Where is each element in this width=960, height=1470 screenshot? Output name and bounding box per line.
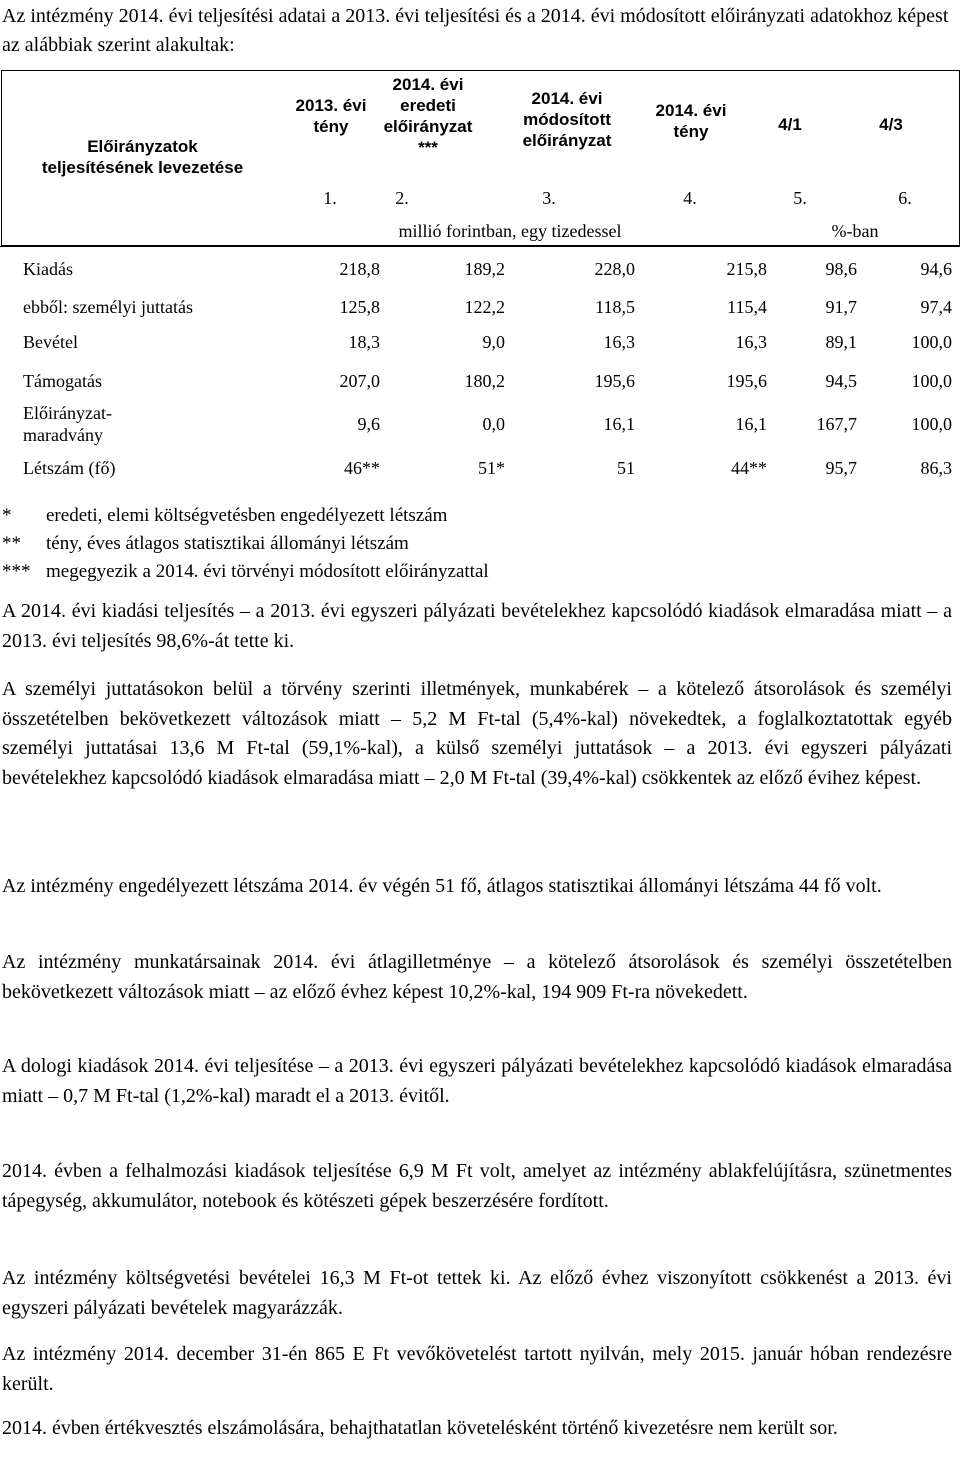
row-label: Bevétel [23, 332, 78, 352]
cell: 18,3 [348, 332, 380, 352]
footnotes [2, 502, 489, 586]
paragraph: Az intézmény engedélyezett létszáma 2014. év végén 51 fő, átlagos statisztikai állományi létszáma 44 fő volt. [2, 875, 882, 897]
cell: 91,7 [825, 297, 857, 317]
col-header-3: 2014. évi módosított előirányzat [522, 89, 612, 150]
footnote [2, 530, 489, 558]
col-number-3: 3. [542, 188, 556, 208]
cell: 16,1 [735, 414, 767, 434]
cell: 189,2 [464, 259, 505, 279]
paragraph: A 2014. évi kiadási teljesítés – a 2013. évi egyszeri pályázati bevételekhez kapcsolódó kiadások elmaradása miatt – a 2013. évi teljesítés 98,6%-át tette ki. [2, 600, 952, 652]
table-divider [0, 246, 960, 247]
cell: 100,0 [911, 371, 952, 391]
cell: 215,8 [726, 259, 767, 279]
cell: 195,6 [726, 371, 767, 391]
intro-text: Az intézmény 2014. évi teljesítési adatai a 2013. évi teljesítési és a 2014. évi módosított előirányzati adatokhoz képest az alábbiak szerint alakultak: [2, 5, 949, 56]
cell: 118,5 [595, 297, 635, 317]
col-header-2: 2014. évi eredeti előirányzat *** [383, 75, 473, 157]
cell: 86,3 [920, 458, 952, 478]
footnote [2, 502, 489, 530]
col-number-6: 6. [898, 188, 912, 208]
cell: 16,1 [603, 414, 635, 434]
cell: 167,7 [816, 414, 857, 434]
cell: 97,4 [920, 297, 952, 317]
footnote-mark: *** [2, 561, 31, 582]
footnote [2, 558, 489, 586]
cell: 228,0 [594, 259, 635, 279]
unit-percent: %-ban [831, 221, 879, 241]
cell: 207,0 [339, 371, 380, 391]
cell: 180,2 [464, 371, 505, 391]
cell: 95,7 [825, 458, 857, 478]
paragraph: A dologi kiadások 2014. évi teljesítése – a 2013. évi egyszeri pályázati bevételekhez kapcsolódó kiadások elmaradása miatt – 0,7 M Ft-tal (1,2%-kal) maradt el a 2013. évitől. [2, 1055, 952, 1107]
paragraph: 2014. évben értékvesztés elszámolására, behajthatatlan követelésként történő kivezetésre nem került sor. [2, 1417, 838, 1439]
row-label: Létszám (fő) [23, 458, 116, 478]
row-header: Előirányzatok teljesítésének levezetése [41, 137, 244, 177]
paragraph: Az intézmény munkatársainak 2014. évi átlagilletménye – a kötelező átsorolások és személyi összetételben bekövetkezett változások miatt – az előző évhez képest 10,2%-kal, 194 909 Ft-ra növekedett. [2, 951, 952, 1003]
paragraph: Az intézmény 2014. december 31-én 865 E Ft vevőkövetelést tartott nyilván, mely 2015. január hóban rendezésre került. [2, 1343, 952, 1395]
cell: 218,8 [339, 259, 380, 279]
col-number-5: 5. [793, 188, 807, 208]
cell: 44** [731, 458, 767, 478]
cell: 9,6 [357, 414, 380, 434]
row-label: Támogatás [23, 371, 102, 391]
cell: 94,6 [920, 259, 952, 279]
footnote-text: eredeti, elemi költségvetésben engedélyezett létszám [46, 505, 448, 526]
col-number-4: 4. [683, 188, 697, 208]
cell: 16,3 [735, 332, 767, 352]
footnote-text: tény, éves átlagos statisztikai állományi létszám [46, 533, 409, 554]
cell: 195,6 [594, 371, 635, 391]
col-header-5: 4/1 [778, 115, 802, 134]
footnote-mark: * [2, 505, 12, 526]
cell: 100,0 [911, 414, 952, 434]
col-header-4: 2014. évi tény [655, 101, 727, 141]
row-label: Előirányzat-maradvány [23, 403, 112, 445]
row-label: Kiadás [23, 259, 73, 279]
cell: 16,3 [603, 332, 635, 352]
cell: 51* [478, 458, 505, 478]
cell: 100,0 [911, 332, 952, 352]
paragraph: 2014. évben a felhalmozási kiadások teljesítése 6,9 M Ft volt, amelyet az intézmény ablakfelújításra, szünetmentes tápegység, akkumulátor, notebook és kötészeti gépek beszerzésére fordított. [2, 1160, 952, 1212]
col-header-1: 2013. évi tény [295, 96, 367, 136]
col-number-1: 1. [323, 188, 337, 208]
unit-million: millió forintban, egy tizedessel [398, 221, 622, 241]
footnote-text: megegyezik a 2014. évi törvényi módosított előirányzattal [46, 561, 489, 582]
paragraph: Az intézmény költségvetési bevételei 16,3 M Ft-ot tettek ki. Az előző évhez viszonyított csökkenést a 2013. évi egyszeri pályázati bevételek magyarázzák. [2, 1267, 952, 1319]
cell: 51 [617, 458, 635, 478]
cell: 115,4 [727, 297, 767, 317]
data-table [0, 70, 960, 490]
cell: 98,6 [825, 259, 857, 279]
col-header-6: 4/3 [879, 115, 903, 134]
cell: 9,0 [482, 332, 505, 352]
footnote-mark: ** [2, 533, 21, 554]
col-number-2: 2. [395, 188, 409, 208]
cell: 0,0 [482, 414, 505, 434]
cell: 122,2 [464, 297, 505, 317]
cell: 46** [344, 458, 380, 478]
row-label: ebből: személyi juttatás [23, 297, 193, 317]
cell: 89,1 [825, 332, 857, 352]
cell: 125,8 [339, 297, 380, 317]
cell: 94,5 [825, 371, 857, 391]
paragraph: A személyi juttatásokon belül a törvény szerinti illetmények, munkabérek – a kötelező átsorolások és személyi összetételben bekövetkezett változások miatt – 5,2 M Ft-tal (5,4%-kal) növekedtek, a foglalkoztatottak egyéb személyi juttatásai 13,6 M Ft-tal (59,1%-kal), a külső személyi juttatások – a 2013. évi egyszeri pályázati bevételekhez kapcsolódó kiadások elmaradása miatt – 2,0 M Ft-tal (39,4%-kal) csökkentek az előző évihez képest. [2, 678, 952, 789]
